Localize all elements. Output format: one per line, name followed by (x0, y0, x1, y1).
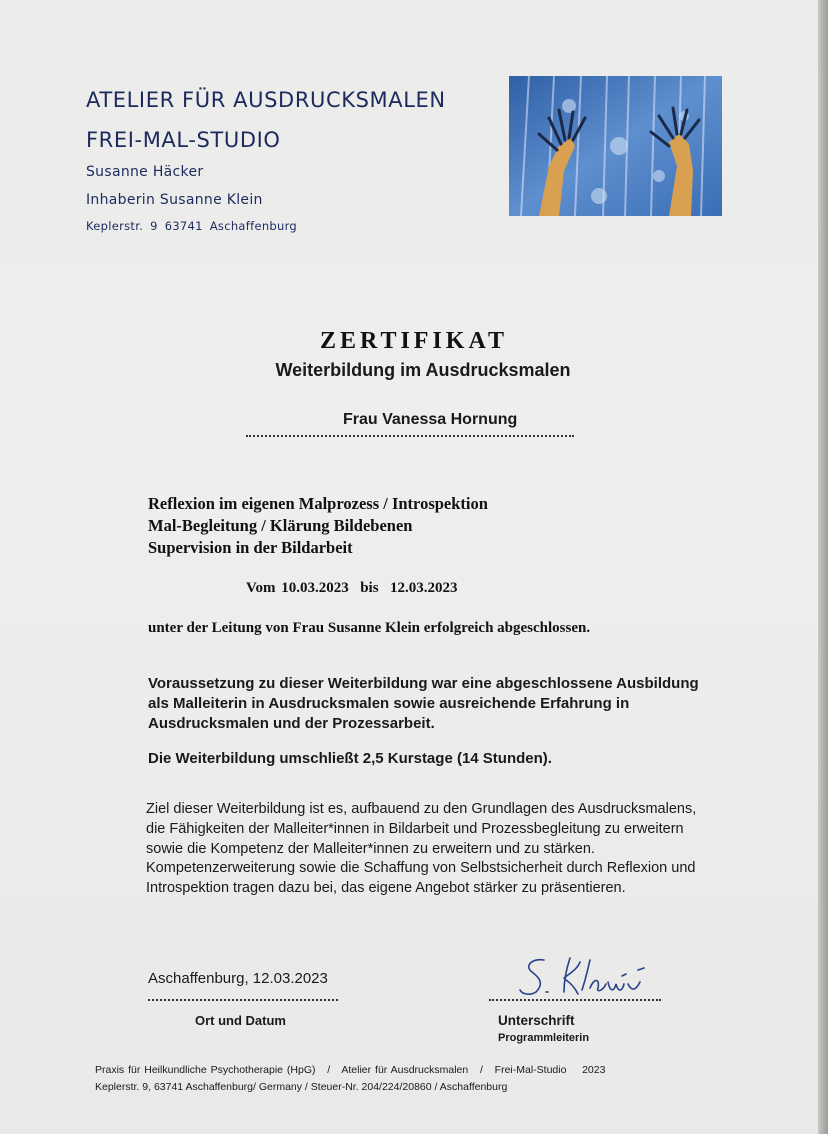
footer-line-1: Praxis für Heilkundliche Psychotherapie (HpG) / Atelier für Ausdrucksmalen / Frei-Mal-Studio 2023 (95, 1064, 606, 1076)
topic-item: Reflexion im eigenen Malprozess / Introspektion (148, 494, 488, 513)
place-date-dotted-line (148, 999, 338, 1001)
painting-raised-hands-icon (509, 76, 722, 216)
signature-dotted-line (489, 999, 661, 1001)
handwritten-signature (510, 948, 660, 1000)
owner-name: Inhaberin Susanne Klein (86, 192, 263, 208)
recipient-name: Frau Vanessa Hornung (343, 411, 518, 428)
goal-paragraph: Ziel dieser Weiterbildung ist es, aufbauend zu den Grundlagen des Ausdrucksmalens, die Fähigkeiten der Malleiter*innen in Bildarbeit und Prozessbegleitung zu erweitern sowie die Kompetenz der Malleiter*innen zu erweitern und zu stärken. Kompetenzerweiterung sowie die Schaffung von Selbstsicherheit durch Reflexion und Introspektion tragen dazu bei, das eigene Angebot stärker zu präsentieren. (146, 801, 697, 897)
studio-address: Keplerstr. 9 63741 Aschaffenburg (86, 219, 298, 233)
footer-line-2: Keplerstr. 9, 63741 Aschaffenburg/ Germany / Steuer-Nr. 204/224/20860 / Aschaffenburg (95, 1081, 508, 1093)
atelier-title: ATELIER FÜR AUSDRUCKSMALEN (86, 88, 446, 112)
topic-item: Supervision in der Bildarbeit (148, 538, 353, 557)
certificate-subtitle: Weiterbildung im Ausdrucksmalen (275, 360, 571, 380)
topic-item: Mal-Begleitung / Klärung Bildebenen (148, 516, 413, 535)
signature-role: Programmleiterin (498, 1032, 590, 1044)
signature-label: Unterschrift (498, 1013, 575, 1028)
studio-name: FREI-MAL-STUDIO (86, 128, 281, 152)
certificate-title: ZERTIFIKAT (319, 328, 509, 354)
course-scope: Die Weiterbildung umschließt 2,5 Kurstage (14 Stunden). (148, 750, 552, 767)
recipient-dotted-line (246, 435, 574, 437)
place-and-date: Aschaffenburg, 12.03.2023 (148, 970, 328, 987)
completion-statement: unter der Leitung von Frau Susanne Klein erfolgreich abgeschlossen. (148, 620, 591, 636)
prerequisite-paragraph: Voraussetzung zu dieser Weiterbildung war eine abgeschlossene Ausbildung als Malleiterin in Ausdrucksmalen sowie ausreichende Erfahrung in Ausdrucksmalen und der Prozessarbeit. (148, 675, 699, 732)
contact-name: Susanne Häcker (86, 164, 204, 180)
background-edge (818, 0, 828, 1134)
place-date-label: Ort und Datum (195, 1013, 286, 1028)
course-date-range: Vom 10.03.2023 bis 12.03.2023 (246, 580, 458, 596)
